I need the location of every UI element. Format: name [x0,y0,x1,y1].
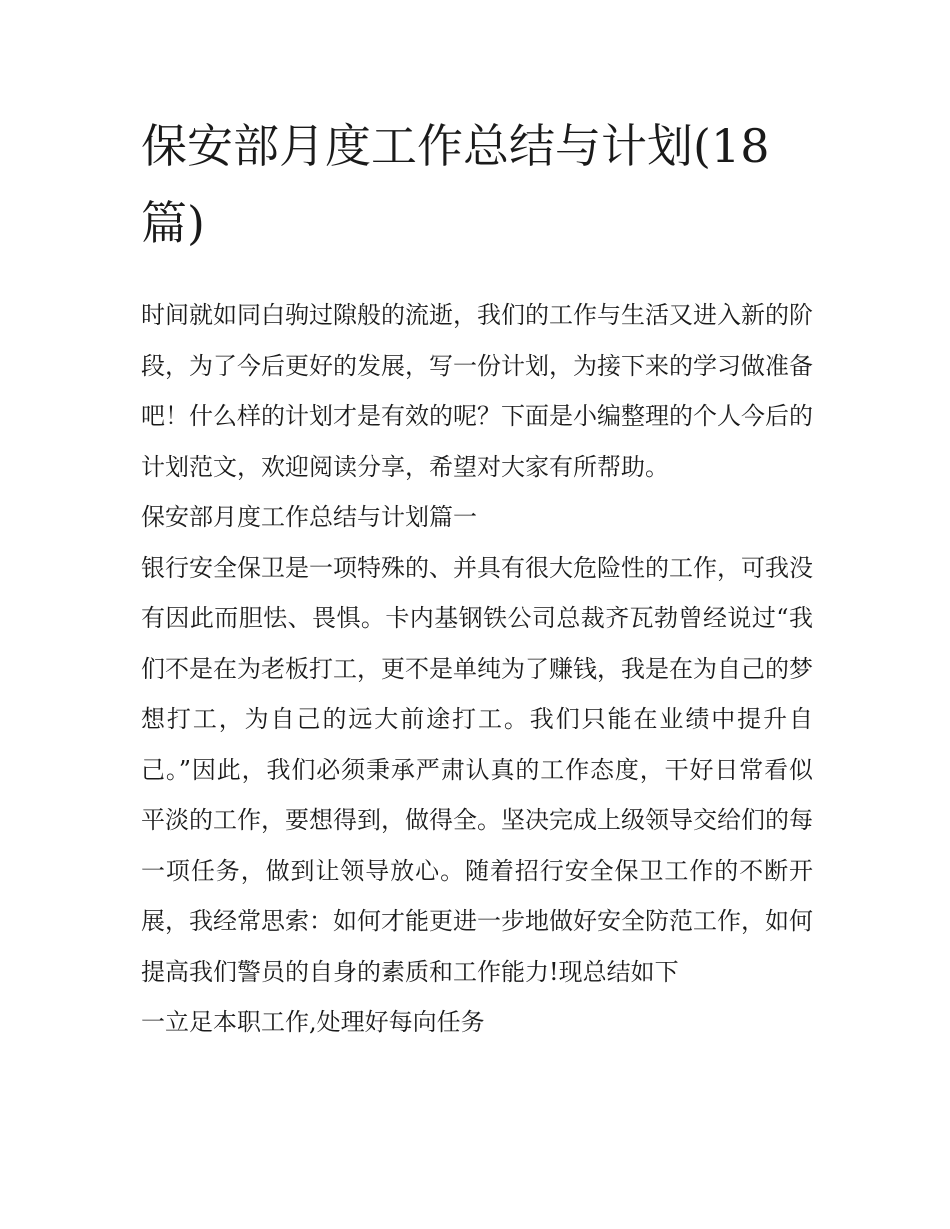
document-title-end: 篇) [141,196,205,250]
sub-heading: 一立足本职工作,处理好每向任务 [141,1008,485,1036]
document-title-main: 保安部月度工作总结与计划(18 [141,119,770,173]
document-content [141,108,813,1048]
document-title [141,108,813,262]
section-heading: 保安部月度工作总结与计划篇一 [141,503,477,531]
body-paragraph: 银行安全保卫是一项特殊的、并具有很大危险性的工作，可我没有因此而胆怯、畏惧。卡内基钢铁公司总裁齐瓦勃曾经说过“我们不是在为老板打工，更不是单纯为了赚钱，我是在为自己的梦想打工，为自己的远大前途打工。我们只能在业绩中提升自己。”因此，我们必须秉承严肃认真的工作态度，干好日常看似平淡的工作，要想得到，做得全。坚决完成上级领导交给们的每一项任务，做到让领导放心。随着招行安全保卫工作的不断开展，我经常思索：如何才能更进一步地做好安全防范工作，如何提高我们警员的自身的素质和工作能力!现总结如下 [141,553,813,986]
intro-paragraph: 时间就如同白驹过隙般的流逝，我们的工作与生活又进入新的阶段，为了今后更好的发展，写一份计划，为接下来的学习做准备吧！什么样的计划才是有效的呢？下面是小编整理的个人今后的计划范文，欢迎阅读分享，希望对大家有所帮助。 [141,301,813,481]
